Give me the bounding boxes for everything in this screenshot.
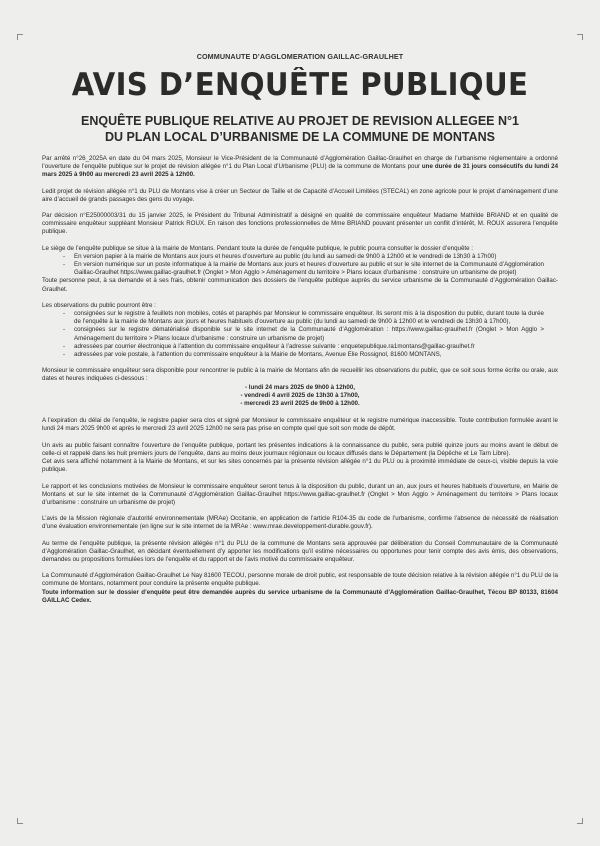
organization-name: COMMUNAUTE D’AGGLOMERATION GAILLAC-GRAULHET [196, 52, 404, 61]
inquiry-duration: une durée de 31 jours consécutifs du lundi 24 mars 2025 à 9h00 au mercredi 23 avril 2025 à 12h00. [42, 163, 559, 179]
observations-list [42, 310, 558, 359]
paragraph-display: Cet avis sera affiché notamment à la Mairie de Montans, et sur les sites concernés par la présente révision allégée n°1 du PLU ou à proximité immédiate de ceux-ci, visible depuis la voie publique. [42, 458, 558, 474]
list-item: - consignées sur le registre à feuillets non mobiles, cotés et paraphés par Monsieur le commissaire enquêteur. Ils seront mis à la disposition du public, durant toute la durée de l’enquête à la mairie de Montans aux jours et heures habituels d’ouverture au public (du lundi au samedi de 9h00 à 12h00 et le vendredi de 13h30 à 17h00), [42, 310, 558, 326]
paragraph-project: Ledit projet de révision allégée n°1 du PLU de Montans vise à créer un Secteur de Taille et de Capacité d’Accueil Limitées (STECAL) en zone agricole pour le projet d’aménagement d’une aire d’accueil de grands passages des gens du voyage. [42, 187, 558, 203]
list-item: - En version papier à la mairie de Montans aux jours et heures d’ouverture au public (du lundi au samedi de 9h00 à 12h00 et le vendredi de 13h30 à 17h00) [42, 253, 558, 261]
list-item: - adressées par courrier électronique à l’attention du commissaire enquêteur à l’adresse suivante : enquetepublique.ra1montans@gaillac-graulhet.fr [42, 343, 558, 351]
permanence-dates [42, 384, 558, 409]
paragraph-consultation-intro: Le siège de l’enquête publique se situe à la mairie de Montans. Pendant toute la durée de l’enquête publique, le public pourra consulter le dossier d’enquête : [42, 244, 474, 252]
subtitle-line-1: ENQUÊTE PUBLIQUE RELATIVE AU PROJET DE REVISION ALLEGEE N°1 [81, 114, 519, 128]
paragraph-decree-text: Par arrêté n°26_2025A en date du 04 mars 2025, Monsieur le Vice-Président de la Communauté d’Agglomération Gaillac-Graulhet en charge de l’urbanisme réglementaire a ordonné l’ouverture de l’enquête publique sur le projet de révision allégée n°1 du Plan Local d’Urbanisme (PLU) de la commune de Montans pour [42, 155, 558, 171]
paragraph-closing: A l’expiration du délai de l’enquête, le registre papier sera clos et signé par Monsieur le commissaire enquêteur et le registre numérique inaccessible. Toute contribution formulée avant le lundi 24 mars 2025 9h00 et après le mercredi 23 avril 2025 12h00 ne sera pas prise en compte quel que soit son mode de dépôt. [42, 417, 558, 433]
notice-subtitle [42, 113, 558, 145]
subtitle-line-2: DU PLAN LOCAL D’URBANISME DE LA COMMUNE DE MONTANS [104, 130, 496, 144]
paragraph-contact: Toute information sur le dossier d’enquête peut être demandée auprès du service urbanisme de la Communauté d’Agglomération Gaillac-Graulhet, Técou BP 80133, 81604 GAILLAC Cedex. [42, 588, 558, 604]
paragraph-report: Le rapport et les conclusions motivées de Monsieur le commissaire enquêteur seront tenus à la disposition du public, durant un an, aux jours et heures habituels d’ouverture, en Mairie de Montans et sur le site internet de la Communauté d’Agglomération Gaillac-Graulhet https://www.gaillac-graulhet.fr (Onglet > Mon Agglo > Aménagement du territoire > Plans locaux d’urbanisme : construire un urbanisme de projet) [42, 482, 558, 506]
paragraph-permanences: Monsieur le commissaire enquêteur sera disponible pour rencontrer le public à la mairie de Montans afin de recueillir les observations du public, que ce soit sous forme écrite ou orale, aux dates et heures indiquées ci-dessous : [42, 367, 558, 383]
paragraph-mrae: L’avis de la Mission régionale d’autorité environnementale (MRAe) Occitanie, en application de l’article R104-35 du code de l’urbanisme, confirme l’absence de nécessité de réalisation d’une évaluation environnementale (en ligne sur le site internet de la MRAe : www.mrae.developpement-durable.gouv.fr). [42, 515, 558, 531]
paragraph-publication: Un avis au public faisant connaître l’ouverture de l’enquête publique, portant les présentes indications à la connaissance du public, sera publié quinze jours au moins avant le début de celle-ci et rappelé dans les huit premiers jours de l’enquête, dans au moins deux journaux régionaux ou locaux diffusés dans le Département (la Dépêche et Le Tarn Libre). [42, 441, 558, 457]
paragraph-approval: Au terme de l’enquête publique, la présente révision allégée n°1 du PLU de la commune de Montans sera approuvée par délibération du Conseil Communautaire de la Communauté d’Agglomération Gaillac-Graulhet, en décidant éventuellement d’y apporter les modifications qu’il estime nécessaires ou opportunes pour tenir compte des avis émis, des observations, demandes ou propositions formulées lors de l’enquête et du rapport et de l’avis motivé du commissaire enquêteur. [42, 539, 558, 563]
list-item: - En version numérique sur un poste informatique à la mairie de Montans aux jours et heures d’ouverture au public et sur le site internet de la Communauté d’Agglomération Gaillac-Graulhet https://www.gaillac-graulhet.fr (Onglet > Mon Agglo > Aménagement du territoire > Plans locaux d’urbanisme : construire un urbanisme de projet) [42, 261, 558, 277]
notice-title: AVIS D’ENQUÊTE PUBLIQUE [71, 67, 529, 103]
crop-mark-top-right [577, 34, 583, 40]
paragraph-consultation-outro: Toute personne peut, à sa demande et à ses frais, obtenir communication des dossiers de l’enquête publique auprès du service urbanisme de la Communauté d’Agglomération Gaillac-Graulhet. [42, 277, 558, 293]
permanence-date: - mercredi 23 avril 2025 de 9h00 à 12h00. [240, 400, 360, 408]
consultation-list [42, 253, 558, 278]
paragraph-observations-intro: Les observations du public pourront être : [42, 301, 156, 309]
list-item: - consignées sur le registre dématérialisé disponible sur le site internet de la Communauté d’Agglomération : https://www.gaillac-graulhet.fr (Onglet > Mon Agglo > Aménagement du territoire > Plans locaux d’urbanisme : construire un urbanisme de projet) [42, 326, 558, 342]
list-item: - adressées par voie postale, à l’attention du commissaire enquêteur à la Mairie de Montans, Avenue Elie Rossignol, 81600 MONTANS, [42, 351, 558, 359]
permanence-date: - vendredi 4 avril 2025 de 13h30 à 17h00, [240, 391, 360, 399]
crop-mark-bottom-right [577, 818, 583, 824]
permanence-date: - lundi 24 mars 2025 de 9h00 à 12h00, [244, 383, 356, 391]
crop-mark-bottom-left [17, 818, 23, 824]
paragraph-responsible: La Communauté d’Agglomération Gaillac-Graulhet Le Nay 81600 TECOU, personne morale de droit public, est responsable de toute décision relative à la révision allégée n°1 du PLU de la commune de Montans, notamment pour conduire la présente enquête publique. [42, 572, 558, 588]
notice-body [42, 155, 558, 605]
paragraph-decree [42, 155, 558, 180]
paragraph-commissioner: Par décision n°E25000003/31 du 15 janvier 2025, le Président du Tribunal Administratif a désigné en qualité de commissaire enquêteur Madame Mathilde BRIAND et en qualité de commissaire enquêteur suppléant Monsieur Patrick ROUX. En raison des fonctions professionnelles de Mme BRIAND pouvant présenter un conflit d’intérêt, M. ROUX assurera l’enquête publique. [42, 212, 558, 236]
crop-mark-top-left [17, 34, 23, 40]
notice-page [42, 52, 558, 613]
